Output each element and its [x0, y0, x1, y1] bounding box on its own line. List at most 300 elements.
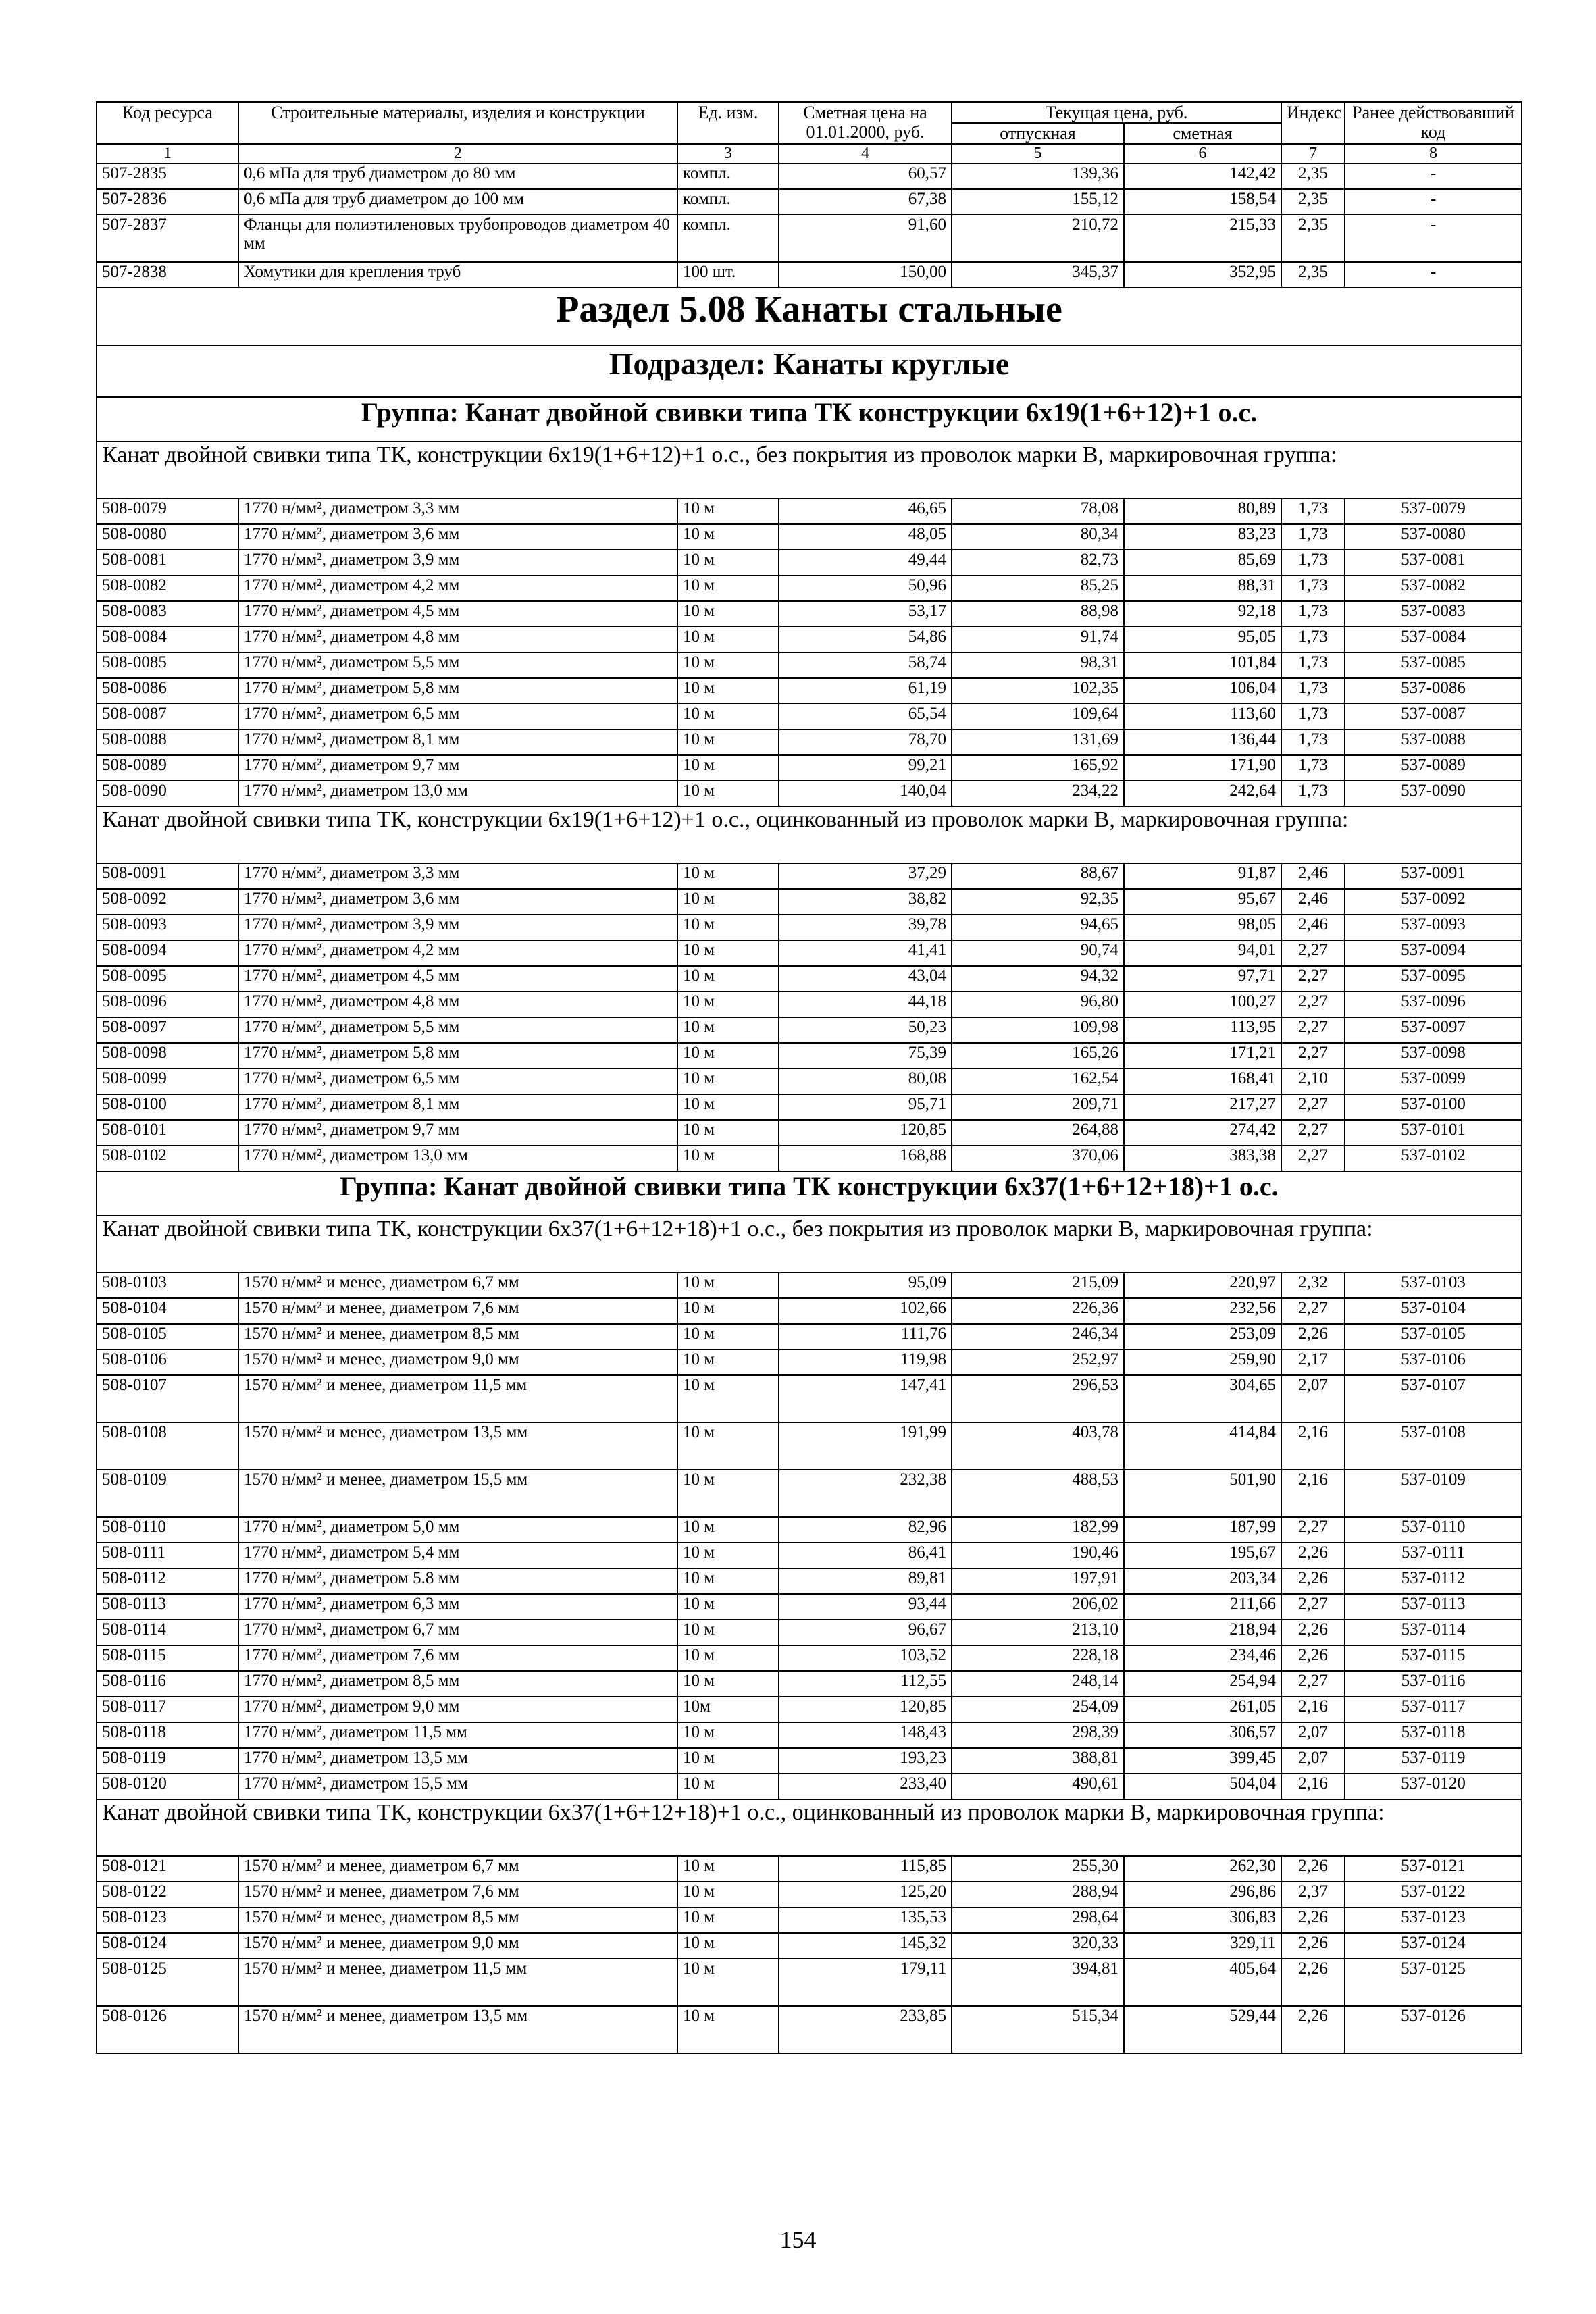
estimate-price-cell: 220,97 [1124, 1272, 1281, 1298]
table-row [97, 1697, 1522, 1722]
estimate-price-cell: 232,56 [1124, 1298, 1281, 1324]
price-index-cell: 2,35 [1281, 189, 1345, 215]
estimate-price-cell: 215,33 [1124, 215, 1281, 262]
price-index-cell: 2,27 [1281, 1017, 1345, 1043]
previous-code-cell: 537-0096 [1345, 992, 1522, 1017]
base-price-cell: 147,41 [779, 1375, 952, 1422]
header-current-price: Текущая цена, руб. [952, 102, 1281, 123]
previous-code-cell: 537-0114 [1345, 1620, 1522, 1645]
material-name-cell: 1570 н/мм² и менее, диаметром 7,6 мм [238, 1882, 677, 1907]
unit-cell: 10 м [677, 678, 779, 704]
table-row [97, 1517, 1522, 1543]
previous-code-cell: 537-0124 [1345, 1933, 1522, 1959]
resource-code-cell: 508-0120 [97, 1774, 238, 1799]
release-price-cell: 226,36 [952, 1298, 1124, 1324]
release-price-cell: 234,22 [952, 781, 1124, 806]
unit-cell: 10 м [677, 1349, 779, 1375]
base-price-cell: 46,65 [779, 498, 952, 524]
resource-code-cell: 508-0118 [97, 1722, 238, 1748]
resource-code-cell: 508-0099 [97, 1069, 238, 1094]
price-index-cell: 2,26 [1281, 1543, 1345, 1568]
release-price-cell: 92,35 [952, 889, 1124, 915]
release-price-cell: 91,74 [952, 627, 1124, 652]
unit-cell: 10 м [677, 1620, 779, 1645]
estimate-price-cell: 85,69 [1124, 550, 1281, 575]
estimate-price-cell: 352,95 [1124, 262, 1281, 288]
resource-code-cell: 508-0086 [97, 678, 238, 704]
unit-cell: 10 м [677, 704, 779, 729]
unit-cell: 10 м [677, 1671, 779, 1697]
price-index-cell: 2,37 [1281, 1882, 1345, 1907]
unit-cell: 10 м [677, 1959, 779, 2006]
material-name-cell: 1770 н/мм², диаметром 5,8 мм [238, 678, 677, 704]
base-price-cell: 233,85 [779, 2006, 952, 2053]
unit-cell: 10 м [677, 1882, 779, 1907]
previous-code-cell: 537-0097 [1345, 1017, 1522, 1043]
price-index-cell: 1,73 [1281, 550, 1345, 575]
release-price-cell: 255,30 [952, 1856, 1124, 1882]
unit-cell: 10 м [677, 575, 779, 601]
base-price-cell: 43,04 [779, 966, 952, 992]
table-row [97, 550, 1522, 575]
table-row [97, 498, 1522, 524]
estimate-price-cell: 97,71 [1124, 966, 1281, 992]
previous-code-cell: 537-0116 [1345, 1671, 1522, 1697]
release-price-cell: 298,39 [952, 1722, 1124, 1748]
material-name-cell: 1770 н/мм², диаметром 9,7 мм [238, 1120, 677, 1146]
unit-cell: 10 м [677, 915, 779, 940]
material-name-cell: 0,6 мПа для труб диаметром до 100 мм [238, 189, 677, 215]
unit-cell: 10 м [677, 1517, 779, 1543]
unit-cell: 10 м [677, 781, 779, 806]
header-num: 2 [238, 144, 677, 163]
estimate-price-cell: 101,84 [1124, 652, 1281, 678]
previous-code-cell: 537-0091 [1345, 863, 1522, 889]
material-name-cell: 1770 н/мм², диаметром 13,0 мм [238, 1146, 677, 1171]
unit-cell: 10 м [677, 729, 779, 755]
material-name-cell: 1770 н/мм², диаметром 4,8 мм [238, 627, 677, 652]
price-index-cell: 2,27 [1281, 1094, 1345, 1120]
estimate-price-cell: 203,34 [1124, 1568, 1281, 1594]
unit-cell: 10 м [677, 524, 779, 550]
base-price-cell: 179,11 [779, 1959, 952, 2006]
resource-code-cell: 507-2835 [97, 163, 238, 189]
price-index-cell: 1,73 [1281, 652, 1345, 678]
estimate-price-cell: 94,01 [1124, 940, 1281, 966]
material-name-cell: 1570 н/мм² и менее, диаметром 13,5 мм [238, 2006, 677, 2053]
release-price-cell: 109,98 [952, 1017, 1124, 1043]
release-price-cell: 254,09 [952, 1697, 1124, 1722]
resource-code-cell: 508-0116 [97, 1671, 238, 1697]
release-price-cell: 210,72 [952, 215, 1124, 262]
resource-code-cell: 508-0080 [97, 524, 238, 550]
release-price-cell: 228,18 [952, 1645, 1124, 1671]
price-index-cell: 1,73 [1281, 755, 1345, 781]
base-price-cell: 191,99 [779, 1422, 952, 1470]
material-name-cell: 1770 н/мм², диаметром 6,5 мм [238, 1069, 677, 1094]
material-name-cell: 1570 н/мм² и менее, диаметром 13,5 мм [238, 1422, 677, 1470]
base-price-cell: 75,39 [779, 1043, 952, 1069]
base-price-cell: 49,44 [779, 550, 952, 575]
table-row [97, 755, 1522, 781]
table-row [97, 1094, 1522, 1120]
unit-cell: 10 м [677, 1645, 779, 1671]
base-price-cell: 89,81 [779, 1568, 952, 1594]
resource-code-cell: 508-0087 [97, 704, 238, 729]
release-price-cell: 155,12 [952, 189, 1124, 215]
resource-code-cell: 508-0079 [97, 498, 238, 524]
estimate-price-cell: 306,83 [1124, 1907, 1281, 1933]
price-index-cell: 2,46 [1281, 915, 1345, 940]
release-price-cell: 102,35 [952, 678, 1124, 704]
price-index-cell: 2,27 [1281, 1120, 1345, 1146]
base-price-cell: 78,70 [779, 729, 952, 755]
release-price-cell: 165,92 [952, 755, 1124, 781]
previous-code-cell: 537-0121 [1345, 1856, 1522, 1882]
release-price-cell: 80,34 [952, 524, 1124, 550]
unit-cell: 10 м [677, 1272, 779, 1298]
resource-code-cell: 508-0089 [97, 755, 238, 781]
estimate-price-cell: 234,46 [1124, 1645, 1281, 1671]
header-num: 6 [1124, 144, 1281, 163]
release-price-cell: 264,88 [952, 1120, 1124, 1146]
header-code: Код ресурса [97, 102, 238, 144]
table-row [97, 1120, 1522, 1146]
base-price-cell: 96,67 [779, 1620, 952, 1645]
resource-code-cell: 508-0109 [97, 1470, 238, 1517]
material-name-cell: 1770 н/мм², диаметром 9,0 мм [238, 1697, 677, 1722]
estimate-price-cell: 304,65 [1124, 1375, 1281, 1422]
material-name-cell: 1770 н/мм², диаметром 3,3 мм [238, 863, 677, 889]
price-index-cell: 2,26 [1281, 1645, 1345, 1671]
base-price-cell: 150,00 [779, 262, 952, 288]
resource-code-cell: 508-0096 [97, 992, 238, 1017]
unit-cell: 10 м [677, 498, 779, 524]
release-price-cell: 320,33 [952, 1933, 1124, 1959]
base-price-cell: 233,40 [779, 1774, 952, 1799]
material-name-cell: 1770 н/мм², диаметром 5,8 мм [238, 1043, 677, 1069]
unit-cell: 10 м [677, 1470, 779, 1517]
estimate-price-cell: 405,64 [1124, 1959, 1281, 2006]
unit-cell: 10 м [677, 1594, 779, 1620]
subsection-title: Подраздел: Канаты круглые [97, 346, 1522, 397]
group-description-row [97, 442, 1522, 498]
previous-code-cell: 537-0112 [1345, 1568, 1522, 1594]
group-description: Канат двойной свивки типа ТК, конструкции 6х19(1+6+12)+1 о.с., оцинкованный из проволок марки В, маркировочная группа: [97, 806, 1522, 863]
previous-code-cell: 537-0090 [1345, 781, 1522, 806]
resource-code-cell: 508-0091 [97, 863, 238, 889]
previous-code-cell: 537-0101 [1345, 1120, 1522, 1146]
estimate-price-cell: 195,67 [1124, 1543, 1281, 1568]
release-price-cell: 139,36 [952, 163, 1124, 189]
release-price-cell: 515,34 [952, 2006, 1124, 2053]
unit-cell: 10 м [677, 550, 779, 575]
base-price-cell: 58,74 [779, 652, 952, 678]
estimate-price-cell: 113,95 [1124, 1017, 1281, 1043]
material-name-cell: 1770 н/мм², диаметром 4,2 мм [238, 575, 677, 601]
unit-cell: 10 м [677, 1748, 779, 1774]
material-name-cell: 1770 н/мм², диаметром 13,0 мм [238, 781, 677, 806]
material-name-cell: 1770 н/мм², диаметром 3,6 мм [238, 524, 677, 550]
estimate-price-cell: 296,86 [1124, 1882, 1281, 1907]
material-name-cell: 1770 н/мм², диаметром 3,6 мм [238, 889, 677, 915]
unit-cell: 10 м [677, 1774, 779, 1799]
header-index: Индекс [1281, 102, 1345, 144]
table-row [97, 1856, 1522, 1882]
material-name-cell: 1570 н/мм² и менее, диаметром 9,0 мм [238, 1933, 677, 1959]
price-index-cell: 2,35 [1281, 262, 1345, 288]
table-row [97, 1620, 1522, 1645]
release-price-cell: 370,06 [952, 1146, 1124, 1171]
table-row [97, 1043, 1522, 1069]
previous-code-cell: 537-0094 [1345, 940, 1522, 966]
previous-code-cell: 537-0092 [1345, 889, 1522, 915]
price-index-cell: 2,32 [1281, 1272, 1345, 1298]
base-price-cell: 67,38 [779, 189, 952, 215]
release-price-cell: 96,80 [952, 992, 1124, 1017]
previous-code-cell: 537-0105 [1345, 1324, 1522, 1349]
resource-code-cell: 508-0113 [97, 1594, 238, 1620]
resource-code-cell: 508-0084 [97, 627, 238, 652]
previous-code-cell: 537-0079 [1345, 498, 1522, 524]
price-index-cell: 2,26 [1281, 1907, 1345, 1933]
header-prev-code: Ранее действовавший код [1345, 102, 1522, 144]
price-index-cell: 2,35 [1281, 163, 1345, 189]
estimate-price-cell: 383,38 [1124, 1146, 1281, 1171]
base-price-cell: 86,41 [779, 1543, 952, 1568]
estimate-price-cell: 136,44 [1124, 729, 1281, 755]
unit-cell: 10 м [677, 601, 779, 627]
release-price-cell: 288,94 [952, 1882, 1124, 1907]
previous-code-cell: 537-0081 [1345, 550, 1522, 575]
unit-cell: 10 м [677, 863, 779, 889]
table-row [97, 915, 1522, 940]
previous-code-cell: - [1345, 215, 1522, 262]
unit-cell: 10 м [677, 1324, 779, 1349]
material-name-cell: 1770 н/мм², диаметром 4,2 мм [238, 940, 677, 966]
table-row [97, 1543, 1522, 1568]
unit-cell: 10 м [677, 1120, 779, 1146]
price-index-cell: 2,07 [1281, 1375, 1345, 1422]
material-name-cell: 1570 н/мм² и менее, диаметром 6,7 мм [238, 1272, 677, 1298]
previous-code-cell: 537-0087 [1345, 704, 1522, 729]
unit-cell: компл. [677, 215, 779, 262]
release-price-cell: 246,34 [952, 1324, 1124, 1349]
material-name-cell: 1770 н/мм², диаметром 5.8 мм [238, 1568, 677, 1594]
resource-code-cell: 508-0085 [97, 652, 238, 678]
group-description-row [97, 806, 1522, 863]
unit-cell: 10 м [677, 1543, 779, 1568]
resource-code-cell: 508-0106 [97, 1349, 238, 1375]
header-num: 4 [779, 144, 952, 163]
previous-code-cell: 537-0098 [1345, 1043, 1522, 1069]
previous-code-cell: 537-0126 [1345, 2006, 1522, 2053]
base-price-cell: 65,54 [779, 704, 952, 729]
previous-code-cell: 537-0111 [1345, 1543, 1522, 1568]
estimate-price-cell: 88,31 [1124, 575, 1281, 601]
resource-code-cell: 508-0111 [97, 1543, 238, 1568]
estimate-price-cell: 98,05 [1124, 915, 1281, 940]
material-name-cell: 1770 н/мм², диаметром 15,5 мм [238, 1774, 677, 1799]
previous-code-cell: 537-0085 [1345, 652, 1522, 678]
price-index-cell: 2,26 [1281, 1959, 1345, 2006]
material-name-cell: 1770 н/мм², диаметром 9,7 мм [238, 755, 677, 781]
price-index-cell: 2,27 [1281, 1298, 1345, 1324]
unit-cell: компл. [677, 189, 779, 215]
unit-cell: 10 м [677, 1094, 779, 1120]
unit-cell: 10 м [677, 1298, 779, 1324]
estimate-price-cell: 261,05 [1124, 1697, 1281, 1722]
table-row [97, 1959, 1522, 2006]
release-price-cell: 197,91 [952, 1568, 1124, 1594]
release-price-cell: 90,74 [952, 940, 1124, 966]
unit-cell: 10 м [677, 1146, 779, 1171]
release-price-cell: 94,65 [952, 915, 1124, 940]
previous-code-cell: - [1345, 262, 1522, 288]
base-price-cell: 93,44 [779, 1594, 952, 1620]
price-index-cell: 2,10 [1281, 1069, 1345, 1094]
release-price-cell: 182,99 [952, 1517, 1124, 1543]
header-release: отпускная [952, 123, 1124, 144]
base-price-cell: 140,04 [779, 781, 952, 806]
previous-code-cell: 537-0102 [1345, 1146, 1522, 1171]
table-row [97, 729, 1522, 755]
unit-cell: 10 м [677, 1933, 779, 1959]
material-name-cell: 1770 н/мм², диаметром 7,6 мм [238, 1645, 677, 1671]
header-base-price: Сметная цена на 01.01.2000, руб. [779, 102, 952, 144]
resource-code-cell: 507-2836 [97, 189, 238, 215]
base-price-cell: 120,85 [779, 1120, 952, 1146]
resource-code-cell: 508-0081 [97, 550, 238, 575]
table-row [97, 889, 1522, 915]
material-name-cell: 1770 н/мм², диаметром 8,1 мм [238, 1094, 677, 1120]
estimate-price-cell: 306,57 [1124, 1722, 1281, 1748]
table-row [97, 966, 1522, 992]
header-num: 3 [677, 144, 779, 163]
material-name-cell: 1770 н/мм², диаметром 5,4 мм [238, 1543, 677, 1568]
previous-code-cell: - [1345, 163, 1522, 189]
release-price-cell: 298,64 [952, 1907, 1124, 1933]
resource-code-cell: 508-0100 [97, 1094, 238, 1120]
price-index-cell: 2,16 [1281, 1774, 1345, 1799]
resource-code-cell: 508-0090 [97, 781, 238, 806]
price-index-cell: 1,73 [1281, 601, 1345, 627]
group-title: Группа: Канат двойной свивки типа ТК конструкции 6х19(1+6+12)+1 о.с. [97, 397, 1522, 442]
base-price-cell: 39,78 [779, 915, 952, 940]
unit-cell: 10 м [677, 1722, 779, 1748]
material-name-cell: 1570 н/мм² и менее, диаметром 15,5 мм [238, 1470, 677, 1517]
base-price-cell: 193,23 [779, 1748, 952, 1774]
price-index-cell: 1,73 [1281, 729, 1345, 755]
group-description: Канат двойной свивки типа ТК, конструкции 6х37(1+6+12+18)+1 о.с., оцинкованный из проволок марки В, маркировочная группа: [97, 1799, 1522, 1856]
resource-code-cell: 508-0121 [97, 1856, 238, 1882]
release-price-cell: 98,31 [952, 652, 1124, 678]
base-price-cell: 91,60 [779, 215, 952, 262]
material-name-cell: 1770 н/мм², диаметром 4,5 мм [238, 601, 677, 627]
header-name: Строительные материалы, изделия и конструкции [238, 102, 677, 144]
release-price-cell: 165,26 [952, 1043, 1124, 1069]
table-row [97, 1146, 1522, 1171]
base-price-cell: 60,57 [779, 163, 952, 189]
previous-code-cell: 537-0095 [1345, 966, 1522, 992]
table-row [97, 1722, 1522, 1748]
unit-cell: 10 м [677, 1375, 779, 1422]
resource-code-cell: 508-0083 [97, 601, 238, 627]
table-row [97, 1324, 1522, 1349]
material-name-cell: 1770 н/мм², диаметром 6,5 мм [238, 704, 677, 729]
table-row [97, 1933, 1522, 1959]
table-row [97, 1671, 1522, 1697]
material-name-cell: 1570 н/мм² и менее, диаметром 7,6 мм [238, 1298, 677, 1324]
base-price-cell: 38,82 [779, 889, 952, 915]
group-description: Канат двойной свивки типа ТК, конструкции 6х19(1+6+12)+1 о.с., без покрытия из проволок марки В, маркировочная группа: [97, 442, 1522, 498]
price-index-cell: 1,73 [1281, 704, 1345, 729]
material-name-cell: 1570 н/мм² и менее, диаметром 6,7 мм [238, 1856, 677, 1882]
group-description-row [97, 1799, 1522, 1856]
table-row [97, 992, 1522, 1017]
resource-code-cell: 508-0082 [97, 575, 238, 601]
price-index-cell: 2,26 [1281, 1568, 1345, 1594]
base-price-cell: 82,96 [779, 1517, 952, 1543]
base-price-cell: 95,09 [779, 1272, 952, 1298]
release-price-cell: 394,81 [952, 1959, 1124, 2006]
base-price-cell: 125,20 [779, 1882, 952, 1907]
previous-code-cell: 537-0118 [1345, 1722, 1522, 1748]
price-index-cell: 2,17 [1281, 1349, 1345, 1375]
previous-code-cell: 537-0088 [1345, 729, 1522, 755]
table-row [97, 1017, 1522, 1043]
material-name-cell: 1570 н/мм² и менее, диаметром 11,5 мм [238, 1959, 677, 2006]
resource-code-cell: 508-0123 [97, 1907, 238, 1933]
release-price-cell: 345,37 [952, 262, 1124, 288]
header-num: 8 [1345, 144, 1522, 163]
resource-code-cell: 508-0102 [97, 1146, 238, 1171]
base-price-cell: 95,71 [779, 1094, 952, 1120]
table-row [97, 863, 1522, 889]
table-row [97, 940, 1522, 966]
table-row [97, 2006, 1522, 2053]
price-index-cell: 2,16 [1281, 1470, 1345, 1517]
base-price-cell: 50,23 [779, 1017, 952, 1043]
base-price-cell: 232,38 [779, 1470, 952, 1517]
estimate-price-cell: 274,42 [1124, 1120, 1281, 1146]
resource-code-cell: 508-0093 [97, 915, 238, 940]
price-index-cell: 2,07 [1281, 1748, 1345, 1774]
subsection-title-row [97, 346, 1522, 397]
previous-code-cell: 537-0104 [1345, 1298, 1522, 1324]
material-name-cell: Фланцы для полиэтиленовых трубопроводов диаметром 40 мм [238, 215, 677, 262]
table-row [97, 1907, 1522, 1933]
resource-code-cell: 508-0112 [97, 1568, 238, 1594]
estimate-price-cell: 399,45 [1124, 1748, 1281, 1774]
material-name-cell: 1770 н/мм², диаметром 3,3 мм [238, 498, 677, 524]
price-index-cell: 1,73 [1281, 627, 1345, 652]
table-row [97, 1422, 1522, 1470]
resource-code-cell: 508-0119 [97, 1748, 238, 1774]
estimate-price-cell: 92,18 [1124, 601, 1281, 627]
previous-code-cell: 537-0107 [1345, 1375, 1522, 1422]
price-index-cell: 2,46 [1281, 889, 1345, 915]
unit-cell: 10 м [677, 1568, 779, 1594]
table-row [97, 1298, 1522, 1324]
table-row [97, 678, 1522, 704]
release-price-cell: 490,61 [952, 1774, 1124, 1799]
table-row [97, 627, 1522, 652]
release-price-cell: 403,78 [952, 1422, 1124, 1470]
unit-cell: 10 м [677, 1856, 779, 1882]
base-price-cell: 99,21 [779, 755, 952, 781]
previous-code-cell: 537-0120 [1345, 1774, 1522, 1799]
